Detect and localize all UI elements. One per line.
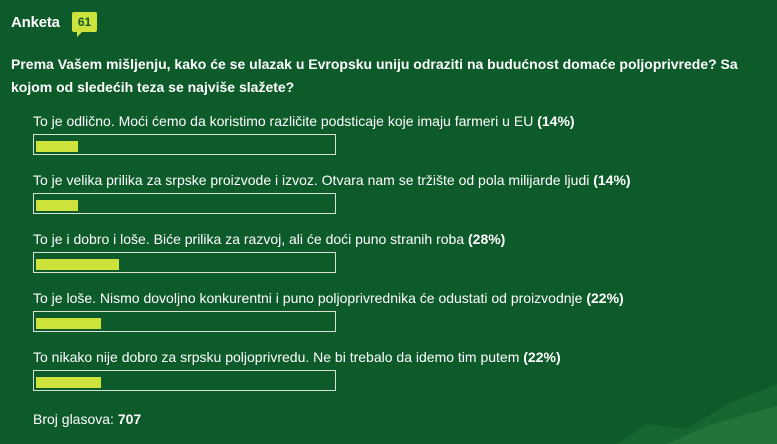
option-label	[33, 347, 733, 369]
poll-option[interactable]	[33, 111, 733, 170]
result-bar	[33, 311, 336, 332]
option-percent: (14%)	[537, 113, 575, 129]
result-bar	[33, 252, 336, 273]
option-percent: (14%)	[593, 172, 631, 188]
option-percent: (22%)	[523, 349, 561, 365]
option-text: To nikako nije dobro za srpsku poljoprivredu. Ne bi trebalo da idemo tim putem	[33, 349, 520, 365]
result-bar-fill	[36, 200, 78, 211]
comment-count-badge[interactable]: 61	[72, 12, 97, 32]
option-label	[33, 170, 733, 192]
option-text: To je loše. Nismo dovoljno konkurentni i puno poljoprivrednika će odustati od proizvodnje	[33, 290, 583, 306]
option-label	[33, 229, 733, 251]
poll-title: Anketa	[11, 13, 60, 31]
result-bar-fill	[36, 141, 78, 152]
result-bar-fill	[36, 318, 101, 329]
result-bar-fill	[36, 259, 119, 270]
vote-total	[33, 411, 141, 427]
vote-total-label: Broj glasova:	[33, 411, 114, 427]
vote-total-count: 707	[117, 411, 142, 427]
option-percent: (22%)	[586, 290, 624, 306]
poll-option[interactable]	[33, 170, 733, 229]
result-bar	[33, 134, 336, 155]
result-bar-fill	[36, 377, 101, 388]
result-bar	[33, 193, 336, 214]
poll-question: Prema Vašem mišljenju, kako će se ulazak u Evropsku uniju odraziti na budućnost domaće poljoprivrede? Sa kojom od sledećih teza se najviše slažete?	[11, 56, 738, 95]
option-percent: (28%)	[468, 231, 506, 247]
option-label	[33, 111, 733, 133]
poll-option[interactable]	[33, 347, 733, 406]
option-label	[33, 288, 733, 310]
option-text: To je odlično. Moći ćemo da koristimo različite podsticaje koje imaju farmeri u EU	[33, 113, 534, 129]
poll-option[interactable]	[33, 288, 733, 347]
option-text: To je i dobro i loše. Biće prilika za razvoj, ali će doći puno stranih roba	[33, 231, 465, 247]
option-text: To je velika prilika za srpske proizvode i izvoz. Otvara nam se tržište od pola milijarde ljudi	[33, 172, 590, 188]
poll-options	[33, 111, 733, 406]
poll-header	[11, 12, 97, 32]
result-bar	[33, 370, 336, 391]
poll-option[interactable]	[33, 229, 733, 288]
